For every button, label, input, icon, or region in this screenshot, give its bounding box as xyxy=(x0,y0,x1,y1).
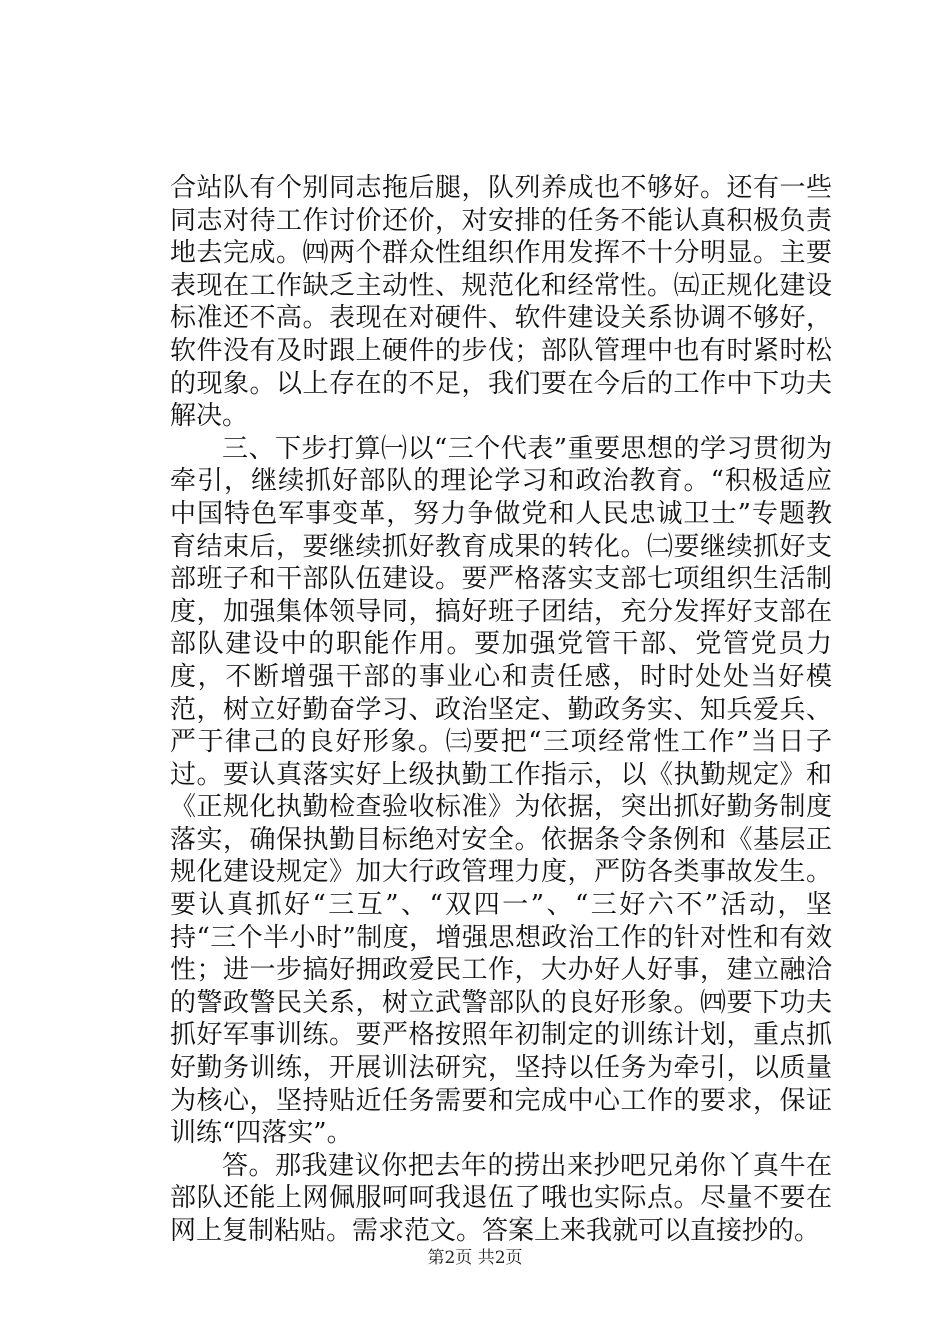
document-body xyxy=(170,172,832,1248)
paragraph-continuation: 合站队有个别同志拖后腿，队列养成也不够好。还有一些同志对待工作讨价还价，对安排的任务不能认真积极负责地去完成。㈣两个群众性组织作用发挥不十分明显。主要表现在工作缺乏主动性、规范化和经常性。㈤正规化建设标准还不高。表现在对硬件、软件建设关系协调不够好，软件没有及时跟上硬件的步伐；部队管理中也有时紧时松的现象。以上存在的不足，我们要在今后的工作中下功夫解决。 xyxy=(170,173,832,432)
paragraph-next-steps: 三、下步打算㈠以“三个代表”重要思想的学习贯彻为牵引，继续抓好部队的理论学习和政治教育。“积极适应中国特色军事变革，努力争做党和人民忠诚卫士”专题教育结束后，要继续抓好教育成果的转化。㈡要继续抓好支部班子和干部队伍建设。要严格落实支部七项组织生活制度，加强集体领导同，搞好班子团结，充分发挥好支部在部队建设中的职能作用。要加强党管干部、党管党员力度，不断增强干部的事业心和责任感，时时处处当好模范，树立好勤奋学习、政治坚定、勤政务实、知兵爱兵、严于律己的良好形象。㈢要把“三项经常性工作”当日子过。要认真落实好上级执勤工作指示，以《执勤规定》和《正规化执勤检查验收标准》为依据，突出抓好勤务制度落实，确保执勤目标绝对安全。依据条令条例和《基层正规化建设规定》加大行政管理力度，严防各类事故发生。要认真抓好“三互”、“双四一”、“三好六不”活动，坚持“三个半小时”制度，增强思想政治工作的针对性和有效性；进一步搞好拥政爱民工作，大办好人好事，建立融洽的警政警民关系，树立武警部队的良好形象。㈣要下功夫抓好军事训练。要严格按照年初制定的训练计划，重点抓好勤务训练，开展训法研究，坚持以任务为牵引，以质量为核心，坚持贴近任务需要和完成中心工作的要求，保证训练“四落实”。 xyxy=(170,433,832,1149)
paragraph-answer: 答。那我建议你把去年的捞出来抄吧兄弟你丫真牛在部队还能上网佩服呵呵我退伍了哦也实际点。尽量不要在网上复制粘贴。需求范文。答案上来我就可以直接抄的。 xyxy=(170,1150,832,1246)
page-number-footer: 第2页 共2页 xyxy=(427,1248,523,1268)
